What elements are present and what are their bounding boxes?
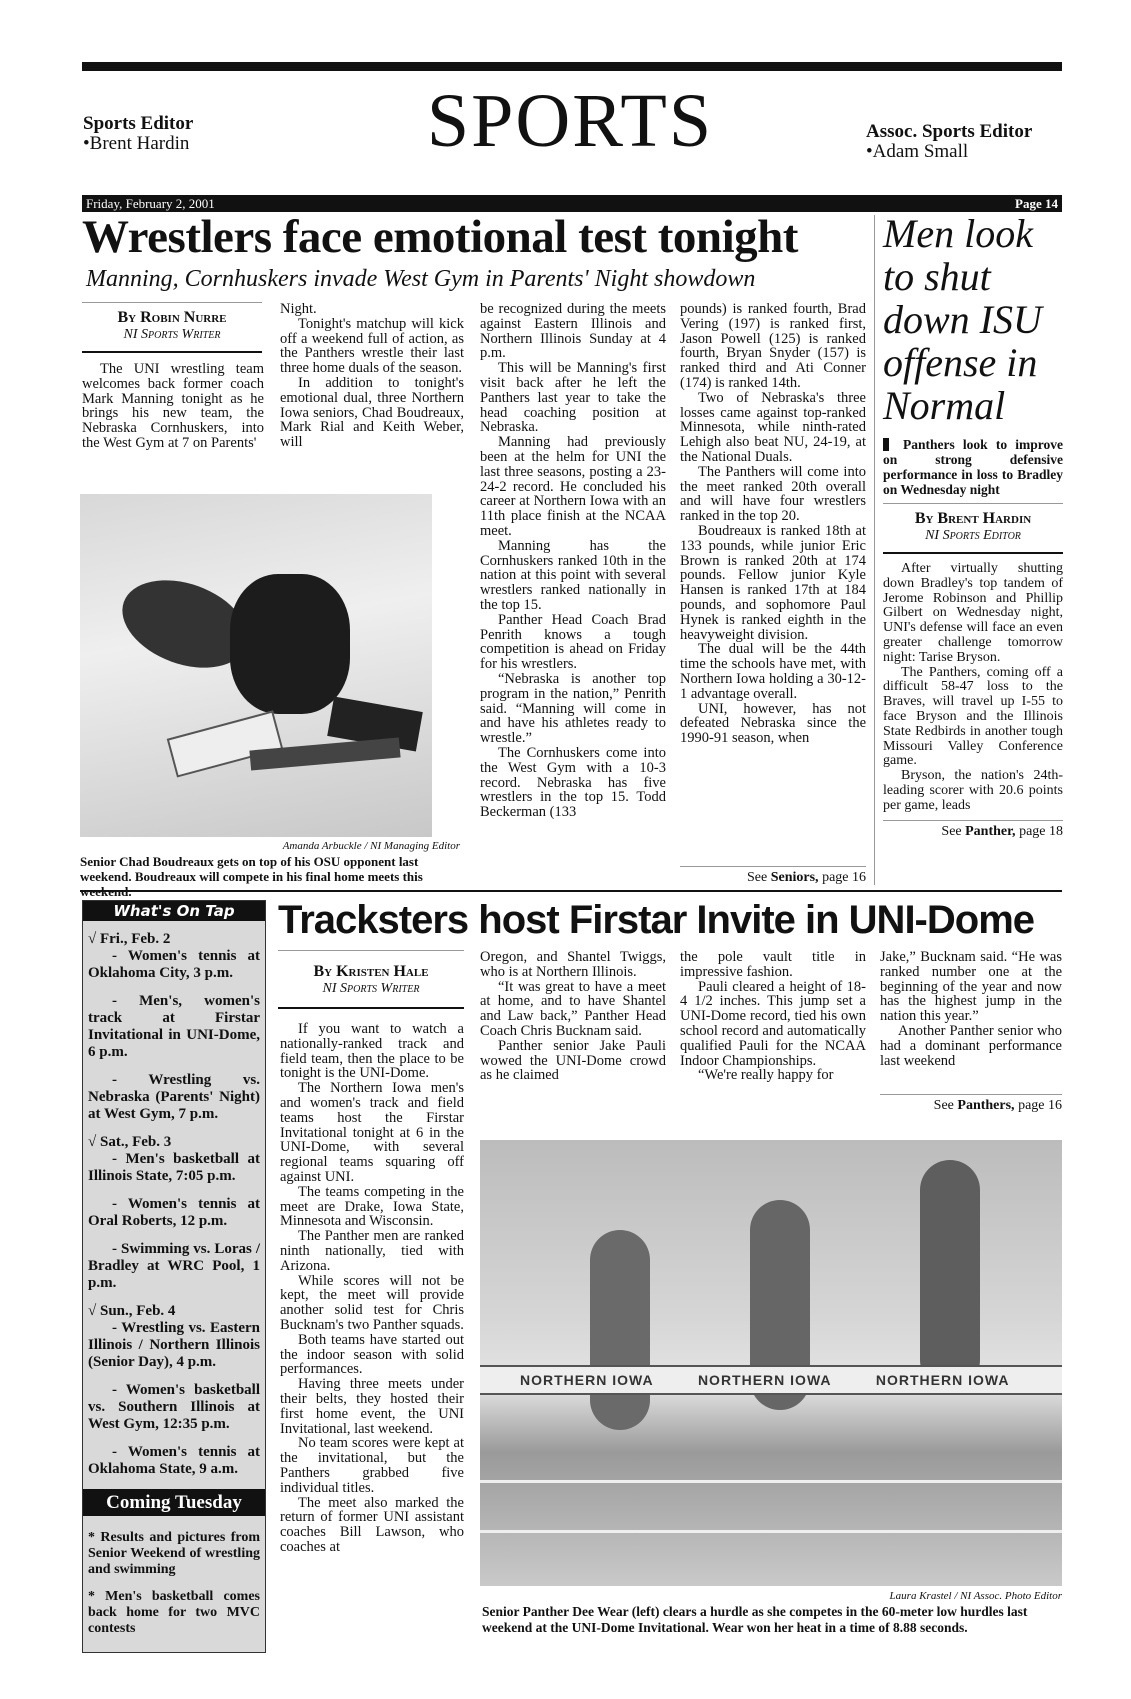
paragraph: the pole vault title in impressive fashion.: [680, 949, 866, 980]
on-tap-event: - Swimming vs. Loras / Bradley at WRC Pool, 1 p.m.: [88, 1241, 260, 1291]
paragraph: The UNI wrestling team welcomes back former coach Mark Manning tonight as he brings his new team, the Nebraska Cornhuskers, into the West Gym at 7 on Parents': [82, 361, 264, 451]
paragraph: Panther Head Coach Brad Penrith knows a tough competition is ahead on Friday for his wrestlers.: [480, 611, 666, 673]
on-tap-day: √ Sat., Feb. 3: [88, 1134, 172, 1150]
wrestling-subhead: Manning, Cornhuskers invade West Gym in Parents' Night showdown: [86, 266, 756, 292]
wrestling-column-3: [480, 302, 666, 820]
byline-name: By Kristen Hale: [313, 963, 429, 980]
wrestling-photo-caption: Senior Chad Boudreaux gets on top of his OSU opponent last weekend. Boudreaux will compete in his final home meets this: [80, 854, 423, 884]
paragraph: Night.: [280, 301, 317, 317]
basketball-byline: [883, 503, 1063, 554]
on-tap-title: What's On Tap: [83, 901, 265, 921]
byline-title: NI Sports Editor: [925, 528, 1021, 543]
paragraph: The meet also marked the return of former UNI assistant coaches Bill Lawson, who coaches at: [280, 1494, 464, 1555]
on-tap-event: - Men's, women's track at Firstar Invitational in UNI-Dome, 6 p.m.: [88, 993, 260, 1060]
wrestling-photo-credit: Amanda Arbuckle / NI Managing Editor: [282, 840, 460, 852]
paragraph: No team scores were kept at the invitational, but the Panthers grabbed five individual titles.: [280, 1435, 464, 1496]
byline-title: NI Sports Writer: [322, 981, 420, 996]
wrestling-column-2: [280, 302, 464, 450]
paragraph: This will be Manning's first visit back after he left the Panthers last year to take the head coaching position at Nebraska.: [480, 360, 666, 436]
assoc-sports-editor: [866, 122, 1032, 162]
on-tap-day: √ Sun., Feb. 4: [88, 1303, 176, 1319]
basketball-story: [883, 212, 1063, 840]
on-tap-event: - Men's basketball at Illinois State, 7:05 p.m.: [88, 1151, 260, 1184]
basketball-body: [883, 562, 1063, 814]
paragraph: be recognized during the meets against Eastern Illinois and Northern Illinois Sunday at 4 p.m.: [480, 301, 666, 362]
on-tap-event: - Women's tennis at Oklahoma City, 3 p.m.: [88, 948, 260, 981]
paragraph: Pauli cleared a height of 18-4 1/2 inches. This jump set a UNI-Dome record, tied his own school record and automatically qualified Pauli for the NCAA Indoor Championships.: [680, 978, 866, 1069]
on-tap-event: - Wrestling vs. Eastern Illinois / Northern Illinois (Senior Day), 4 p.m.: [88, 1320, 260, 1370]
panthers-jump-link[interactable]: See Panthers, page 16: [880, 1094, 1062, 1114]
byline-name: By Robin Nurre: [117, 309, 227, 326]
coming-item: * Men's basketball comes back home for two MVC contests: [88, 1589, 260, 1636]
track-column-1: [280, 1022, 464, 1555]
paragraph: Both teams have started out the indoor season with solid performances.: [280, 1331, 464, 1378]
paragraph: The Panthers, coming off a difficult 58-47 loss to the Braves, will travel up I-55 to face Bryson and the Illinois State Redbirds in another tough Missouri Valley Conference game.: [883, 664, 1063, 769]
on-tap-event: - Women's tennis at Oral Roberts, 12 p.m.: [88, 1196, 260, 1229]
sports-editor-name: •Brent Hardin: [83, 133, 190, 154]
paragraph: Manning had previously been at the helm for UNI the last three seasons, posting a 23-24-2 record. He concluded his career at Northern Iowa with an 11th place finish at the NCAA meet.: [480, 434, 666, 539]
paragraph: Manning has the Cornhuskers ranked 10th in the nation at this point with several wrestlers ranked nationally in the top 15.: [480, 537, 666, 613]
assoc-editor-title: Assoc. Sports Editor: [866, 121, 1033, 142]
paragraph: Panther senior Jake Pauli wowed the UNI-Dome crowd as he claimed: [480, 1037, 666, 1084]
wrestling-column-1: [82, 362, 264, 451]
paragraph: After virtually shutting down Bradley's top tandem of Jerome Robinson and Phillip Gilbert on Wednesday night, UNI's defense will face an even greater challenge tomorrow night: Tarise Bryson.: [883, 561, 1063, 665]
wrestling-photo: [80, 494, 432, 837]
track-photo-caption: Senior Panther Dee Wear (left) clears a hurdle as she competes in the 60-meter low hurdles last weekend at the UNI-Dome Invitational. Wear won her heat in a time of 8.88 seconds.: [482, 1604, 1028, 1635]
track-headline: Tracksters host Firstar Invite in UNI-Dome: [278, 898, 1035, 942]
wrestling-column-4: [680, 302, 866, 746]
track-column-3: [680, 950, 866, 1083]
paragraph: The Cornhuskers come into the West Gym with a 10-3 record. Nebraska has five wrestlers in the top 15. Todd Beckerman (133: [480, 744, 666, 821]
sports-editor: [83, 114, 193, 154]
top-rule: [82, 62, 1062, 71]
paragraph: Another Panther senior who had a dominant performance last weekend: [880, 1022, 1062, 1069]
deck-text: Panthers look to improve on strong defensive performance in loss to Bradley on Wednesday night: [883, 437, 1063, 497]
track-column-2: [480, 950, 666, 1083]
whats-on-tap-box: [82, 900, 266, 1653]
banner-text: NORTHERN IOWA: [875, 1372, 1010, 1388]
paragraph: Oregon, and Shantel Twiggs, who is at Northern Illinois.: [480, 949, 666, 980]
sports-editor-title: Sports Editor: [83, 113, 194, 134]
paragraph: Jake,” Bucknam said. “He was ranked number one at the beginning of the year and now has the highest jump in the nation this year.”: [880, 949, 1062, 1025]
byline-name: By Brent Hardin: [914, 510, 1032, 527]
paragraph: The dual will be the 44th time the schools have met, with Northern Iowa holding a 30-12-1 advantage overall.: [680, 641, 866, 702]
paragraph: “We're really happy for: [698, 1067, 834, 1084]
paragraph: The Panthers will come into the meet ranked 20th overall and will have four wrestlers ranked in the top 20.: [680, 463, 866, 525]
byline-title: NI Sports Writer: [123, 327, 221, 342]
coming-tuesday-list: [83, 1516, 265, 1652]
paragraph: Bryson, the nation's 24th-leading scorer with 20.6 points per game, leads: [883, 768, 1063, 813]
coming-item: * Results and pictures from Senior Weekend of wrestling and swimming: [88, 1530, 260, 1577]
track-photo-credit: Laura Krastel / NI Assoc. Photo Editor: [889, 1590, 1062, 1602]
panther-jump-link[interactable]: See Panther, page 18: [883, 820, 1063, 840]
track-byline: [278, 950, 464, 1009]
on-tap-event: - Wrestling vs. Nebraska (Parents' Night) at West Gym, 7 p.m.: [88, 1072, 260, 1122]
paragraph: Having three meets under their belts, they hosted their first home event, the UNI Invitational, last weekend.: [280, 1376, 464, 1437]
basketball-headline: Men look to shut down ISU offense in Normal: [883, 211, 1042, 428]
on-tap-event: - Women's tennis at Oklahoma State, 9 a.m.: [88, 1444, 260, 1477]
on-tap-list: [83, 921, 265, 1478]
paragraph: pounds) is ranked fourth, Brad Vering (197) is ranked first, Jason Powell (125) is ranked fourth, Bryan Snyder (157) is ranked third and Ati Conner (174) is ranked 14th.: [680, 301, 866, 391]
banner-text: NORTHERN IOWA: [697, 1372, 831, 1388]
banner-text: NORTHERN IOWA: [520, 1372, 654, 1388]
paragraph: The teams competing in the meet are Drake, Iowa State, Minnesota and Wisconsin.: [280, 1183, 464, 1230]
paragraph: “Nebraska is another top program in the nation,” Penrith said. “Manning will come in and have his athletes ready to wrestle.”: [480, 670, 666, 747]
page-number: Page 14: [1015, 196, 1058, 211]
wrestling-headline: Wrestlers face emotional test tonight: [82, 211, 798, 263]
wrestling-byline: [82, 302, 262, 353]
column-rule: [874, 215, 875, 885]
section-divider: [80, 890, 1062, 892]
paragraph: In addition to tonight's emotional dual, three Northern Iowa seniors, Chad Boudreaux, Mark Rial and Keith Weber, will: [280, 374, 464, 451]
date-bar: [82, 195, 1062, 212]
paragraph: “It was great to have a meet at home, and to have Shantel and Law back,” Panther Head Coach Chris Bucknam said.: [480, 978, 666, 1039]
seniors-jump-link[interactable]: See Seniors, page 16: [680, 866, 866, 886]
basketball-deck: [883, 437, 1063, 497]
coming-tuesday-title: Coming Tuesday: [83, 1489, 265, 1516]
track-column-4: [880, 950, 1062, 1068]
paragraph: The Northern Iowa men's and women's track and field teams host the Firstar Invitational tonight at 6 in the UNI-Dome, with several regional teams squaring off against UNI.: [280, 1080, 464, 1185]
deck-bullet-icon: [883, 438, 889, 451]
paragraph: Two of Nebraska's three losses came against top-ranked Minnesota, while ninth-rated Lehigh also beat NU, 24-19, at the National Duals.: [680, 389, 866, 465]
paragraph: Tonight's matchup will kick off a weekend full of action, as the Panthers wrestle their last three home duals of the season.: [280, 315, 464, 377]
track-banner: [480, 1365, 1062, 1395]
assoc-editor-name: •Adam Small: [866, 141, 969, 162]
section-title: SPORTS: [426, 79, 714, 163]
paragraph: Boudreaux is ranked 18th at 133 pounds, while junior Eric Brown is ranked 20th at 174 pounds. Fellow junior Kyle Hansen is ranked 17th at 184 pounds, and sophomore Paul Hynek is ranked eighth in the heavyweight division.: [680, 522, 866, 643]
track-photo: [480, 1140, 1062, 1586]
on-tap-event: - Women's basketball vs. Southern Illinois at West Gym, 12:35 p.m.: [88, 1382, 260, 1432]
issue-date: Friday, February 2, 2001: [86, 196, 215, 211]
paragraph: UNI, however, has not defeated Nebraska since the 1990-91 season, when: [680, 700, 866, 747]
paragraph: The Panther men are ranked ninth nationally, tied with Arizona.: [280, 1228, 464, 1274]
paragraph: While scores will not be kept, the meet will provide another solid test for Chris Bucknam's two Panther squads.: [280, 1272, 464, 1333]
paragraph: If you want to watch a nationally-ranked track and field team, then the place to be tonight is the UNI-Dome.: [280, 1021, 464, 1082]
on-tap-day: √ Fri., Feb. 2: [88, 931, 171, 947]
